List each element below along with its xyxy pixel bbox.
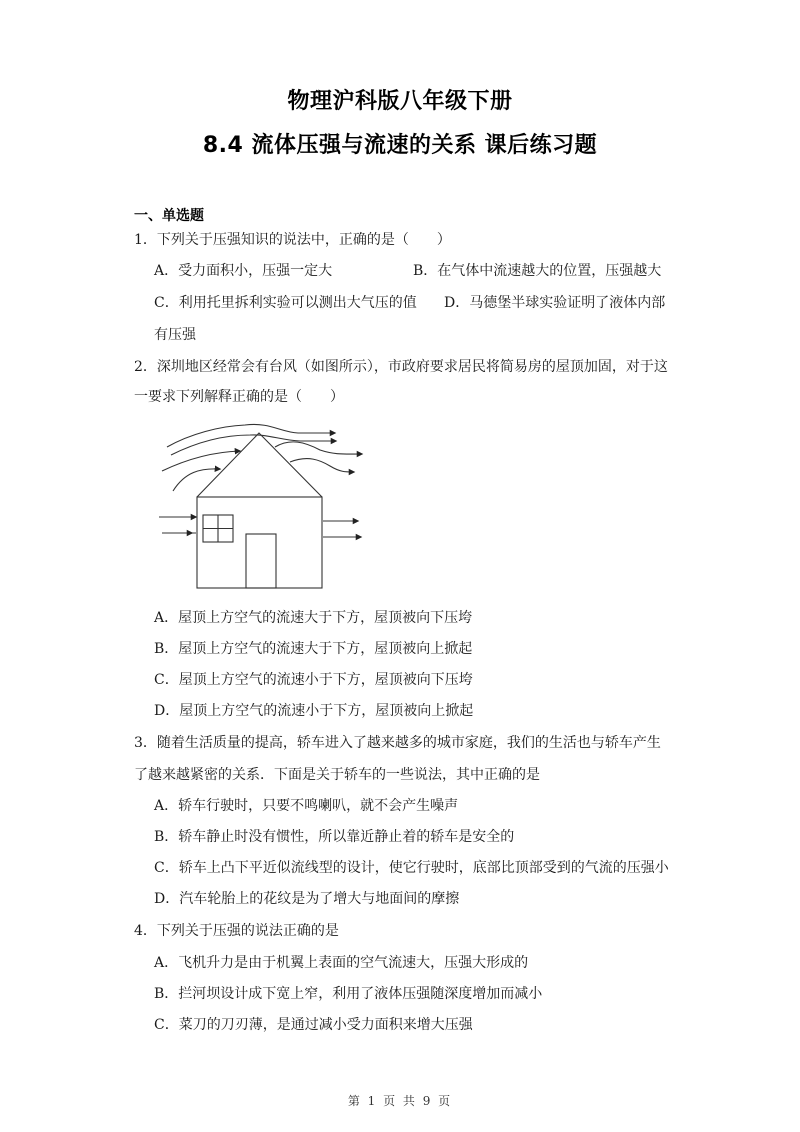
question-1-option-a: A．受力面积小，压强一定大 [154, 263, 333, 279]
question-2-option-b: B．屋顶上方空气的流速大于下方，屋顶被向上掀起 [154, 641, 473, 657]
house-wind-diagram [140, 410, 380, 600]
question-4-option-c: C．菜刀的刀刃薄，是通过减小受力面积来增大压强 [154, 1017, 473, 1033]
question-2-stem-line-1: 2．深圳地区经常会有台风（如图所示），市政府要求居民将简易房的屋顶加固，对于这 [134, 359, 668, 375]
question-3-option-a: A．轿车行驶时，只要不鸣喇叭，就不会产生噪声 [154, 798, 459, 814]
document-title: 物理沪科版八年级下册 [287, 89, 513, 114]
question-1-option-d-continued: 有压强 [154, 327, 196, 343]
question-3-stem-line-2: 了越来越紧密的关系．下面是关于轿车的一些说法，其中正确的是 [134, 767, 540, 783]
question-4-option-a: A．飞机升力是由于机翼上表面的空气流速大，压强大形成的 [154, 955, 529, 971]
document-subtitle: 8.4 流体压强与流速的关系 课后练习题 [202, 133, 598, 158]
question-2-stem-line-2: 一要求下列解释正确的是（ ） [134, 389, 344, 405]
question-4-option-b: B．拦河坝设计成下宽上窄，利用了液体压强随深度增加而减小 [154, 986, 543, 1002]
page-footer: 第 1 页 共 9 页 [347, 1094, 453, 1108]
question-2-option-d: D．屋顶上方空气的流速小于下方，屋顶被向上掀起 [154, 703, 474, 719]
question-2-option-c: C．屋顶上方空气的流速小于下方，屋顶被向下压垮 [154, 672, 473, 688]
section-heading: 一、单选题 [134, 208, 204, 224]
question-3-option-d: D．汽车轮胎上的花纹是为了增大与地面间的摩擦 [154, 891, 460, 907]
question-2-option-a: A．屋顶上方空气的流速大于下方，屋顶被向下压垮 [154, 610, 473, 626]
question-1-option-c: C．利用托里拆利实验可以测出大气压的值 [154, 295, 417, 311]
question-4-stem: 4．下列关于压强的说法正确的是 [134, 923, 339, 939]
question-3-stem-line-1: 3．随着生活质量的提高，轿车进入了越来越多的城市家庭，我们的生活也与轿车产生 [134, 735, 661, 751]
question-1-option-b: B．在气体中流速越大的位置，压强越大 [413, 263, 662, 279]
question-1-stem: 1．下列关于压强知识的说法中，正确的是（ ） [134, 232, 451, 248]
question-3-option-c: C．轿车上凸下平近似流线型的设计，使它行驶时，底部比顶部受到的气流的压强小 [154, 860, 669, 876]
question-1-option-d: D．马德堡半球实验证明了液体内部 [444, 295, 666, 311]
question-3-option-b: B．轿车静止时没有惯性，所以靠近静止着的轿车是安全的 [154, 829, 515, 845]
